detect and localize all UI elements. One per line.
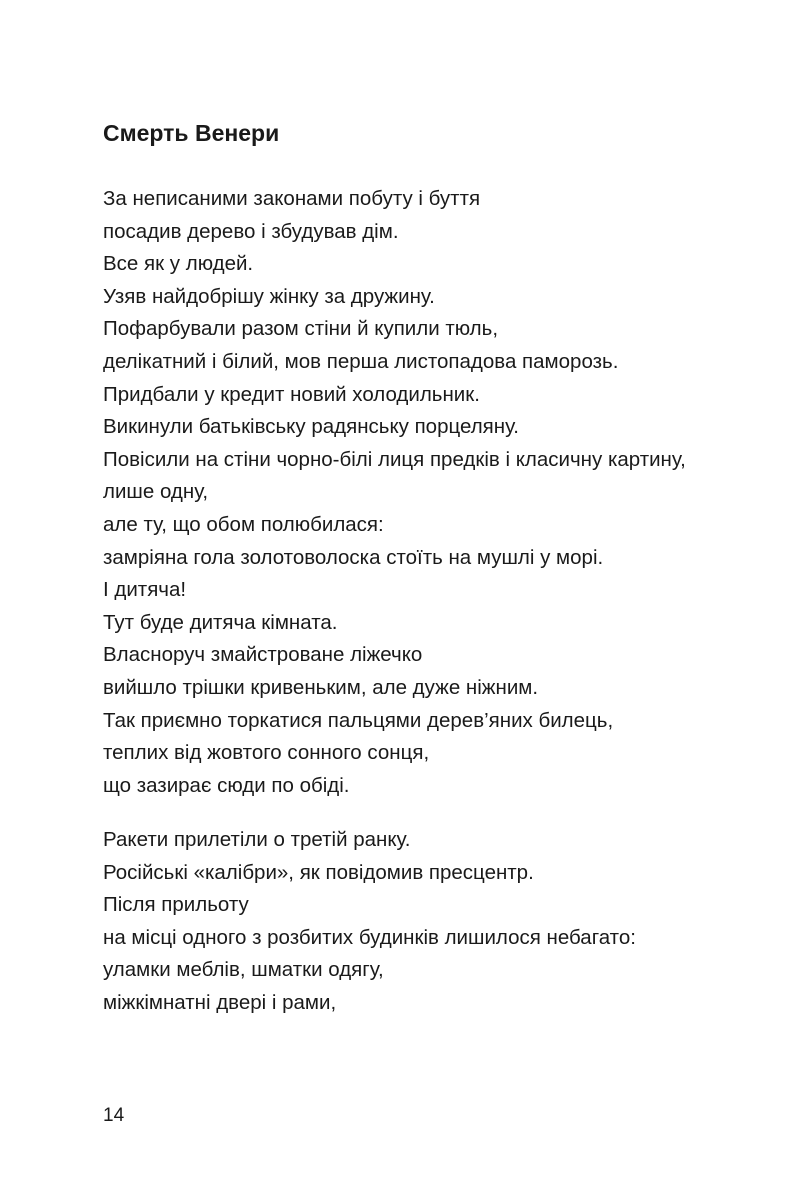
poem-line: але ту, що обом полюбилася:	[103, 512, 384, 536]
poem-line: вийшло трішки кривеньким, але дуже ніжним.	[103, 675, 539, 699]
poem-line: Придбали у кредит новий холодильник.	[103, 382, 480, 406]
poem-line: Тут буде дитяча кімната.	[103, 610, 338, 634]
stanza-1	[103, 183, 686, 802]
poem-line: Російські «калібри», як повідомив пресцентр.	[103, 860, 534, 884]
page-number: 14	[103, 1105, 125, 1126]
poem-line: міжкімнатні двері і рами,	[103, 990, 337, 1014]
poem-line: теплих від жовтого сонного сонця,	[103, 741, 430, 765]
poem-line: Власноруч змайстроване ліжечко	[103, 643, 423, 667]
poem-line: Повісили на стіни чорно-білі лиця предків і класичну картину,	[103, 447, 686, 471]
poem-line: посадив дерево і збудував дім.	[103, 219, 399, 243]
poem-line: делікатний і білий, мов перша листопадова паморозь.	[103, 349, 619, 373]
poem-line: За неписаними законами побуту і буття	[103, 187, 481, 210]
poem-line: Ракети прилетіли о третій ранку.	[103, 828, 411, 851]
poem-line: лише одну,	[103, 480, 209, 504]
poem-line: на місці одного з розбитих будинків лишилося небагато:	[103, 925, 636, 949]
poem-line: що зазирає сюди по обіді.	[103, 773, 350, 797]
poem-line: І дитяча!	[103, 578, 187, 602]
poem-line: Пофарбували разом стіни й купили тюль,	[103, 317, 499, 341]
poem-line: Викинули батьківську радянську порцеляну.	[103, 415, 519, 439]
poem-line: Після прильоту	[103, 893, 249, 917]
poem-title: Смерть Венери	[103, 120, 280, 146]
poem-line: Все як у людей.	[103, 252, 254, 276]
poem-line: уламки меблів, шматки одягу,	[103, 958, 384, 982]
poem-line: Узяв найдобрішу жінку за дружину.	[103, 284, 435, 308]
stanza-2	[103, 824, 636, 1020]
poem-line: Так приємно торкатися пальцями дерев’яних билець,	[103, 708, 614, 732]
poem-line: замріяна гола золотоволоска стоїть на мушлі у морі.	[103, 545, 604, 569]
